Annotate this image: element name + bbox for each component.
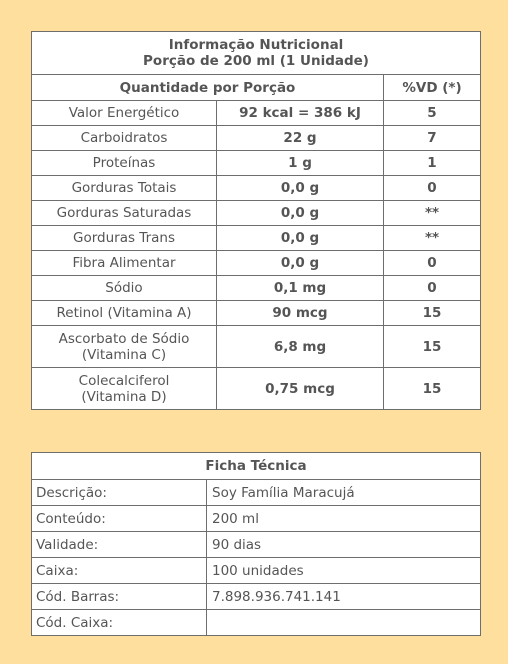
nutrient-qty: 1 g — [217, 151, 384, 176]
nutrition-title-row — [32, 32, 481, 75]
nutrient-vd: 15 — [384, 326, 481, 368]
ficha-value: Soy Família Maracujá — [207, 480, 481, 506]
ficha-value — [207, 610, 481, 636]
ficha-key: Caixa: — [32, 558, 207, 584]
nutrition-row — [32, 326, 481, 368]
ficha-value: 100 unidades — [207, 558, 481, 584]
ficha-tecnica-table — [31, 452, 481, 636]
nutrient-vd: 0 — [384, 251, 481, 276]
nutrient-vd: 0 — [384, 176, 481, 201]
nutrient-vd: 15 — [384, 368, 481, 410]
nutrition-title-line2: Porção de 200 ml (1 Unidade) — [143, 53, 369, 69]
nutrient-qty: 0,1 mg — [217, 276, 384, 301]
nutrition-header-row — [32, 75, 481, 101]
nutrient-vd: ** — [384, 201, 481, 226]
nutrient-name: Gorduras Trans — [32, 226, 217, 251]
nutrient-vd: 7 — [384, 126, 481, 151]
ficha-value: 200 ml — [207, 506, 481, 532]
ficha-row — [32, 610, 481, 636]
ficha-row — [32, 532, 481, 558]
nutrient-name: Carboidratos — [32, 126, 217, 151]
ficha-row — [32, 584, 481, 610]
nutrient-name: Sódio — [32, 276, 217, 301]
ficha-key: Validade: — [32, 532, 207, 558]
nutrient-qty: 0,0 g — [217, 201, 384, 226]
header-vd: %VD (*) — [384, 75, 481, 101]
nutrition-row — [32, 226, 481, 251]
header-quantity: Quantidade por Porção — [32, 75, 384, 101]
nutrient-name: Gorduras Saturadas — [32, 201, 217, 226]
nutrient-qty: 0,0 g — [217, 251, 384, 276]
nutrient-vd: ** — [384, 226, 481, 251]
nutrition-row — [32, 301, 481, 326]
ficha-key: Cód. Barras: — [32, 584, 207, 610]
nutrient-name: Fibra Alimentar — [32, 251, 217, 276]
nutrient-name — [32, 326, 217, 368]
ficha-title-row — [32, 453, 481, 480]
nutrition-table — [31, 31, 481, 410]
ficha-row — [32, 506, 481, 532]
nutrient-qty: 0,75 mcg — [217, 368, 384, 410]
ficha-value: 7.898.936.741.141 — [207, 584, 481, 610]
nutrition-title — [32, 32, 481, 75]
nutrient-qty: 22 g — [217, 126, 384, 151]
nutrient-name: Valor Energético — [32, 101, 217, 126]
nutrition-row — [32, 101, 481, 126]
nutrition-row — [32, 201, 481, 226]
nutrient-vd: 1 — [384, 151, 481, 176]
ficha-key: Conteúdo: — [32, 506, 207, 532]
ficha-title: Ficha Técnica — [32, 453, 481, 480]
ficha-value: 90 dias — [207, 532, 481, 558]
ficha-row — [32, 480, 481, 506]
nutrition-row — [32, 176, 481, 201]
nutrient-name-line2: (Vitamina C) — [81, 346, 167, 363]
nutrition-row — [32, 126, 481, 151]
nutrient-qty: 92 kcal = 386 kJ — [217, 101, 384, 126]
nutrition-row — [32, 151, 481, 176]
nutrient-vd: 5 — [384, 101, 481, 126]
ficha-key: Descrição: — [32, 480, 207, 506]
nutrient-name-line1: Ascorbato de Sódio — [58, 330, 190, 347]
nutrient-name: Proteínas — [32, 151, 217, 176]
nutrient-qty: 0,0 g — [217, 226, 384, 251]
nutrient-name — [32, 368, 217, 410]
nutrient-vd: 15 — [384, 301, 481, 326]
nutrient-name: Gorduras Totais — [32, 176, 217, 201]
nutrition-row — [32, 368, 481, 410]
ficha-key: Cód. Caixa: — [32, 610, 207, 636]
nutrition-row — [32, 251, 481, 276]
nutrition-title-line1: Informação Nutricional — [168, 37, 344, 53]
ficha-row — [32, 558, 481, 584]
nutrient-qty: 90 mcg — [217, 301, 384, 326]
nutrient-qty: 0,0 g — [217, 176, 384, 201]
nutrient-name: Retinol (Vitamina A) — [32, 301, 217, 326]
nutrient-qty: 6,8 mg — [217, 326, 384, 368]
nutrient-name-line1: Colecalciferol — [78, 372, 170, 389]
nutrition-row — [32, 276, 481, 301]
nutrient-name-line2: (Vitamina D) — [81, 388, 167, 405]
nutrient-vd: 0 — [384, 276, 481, 301]
